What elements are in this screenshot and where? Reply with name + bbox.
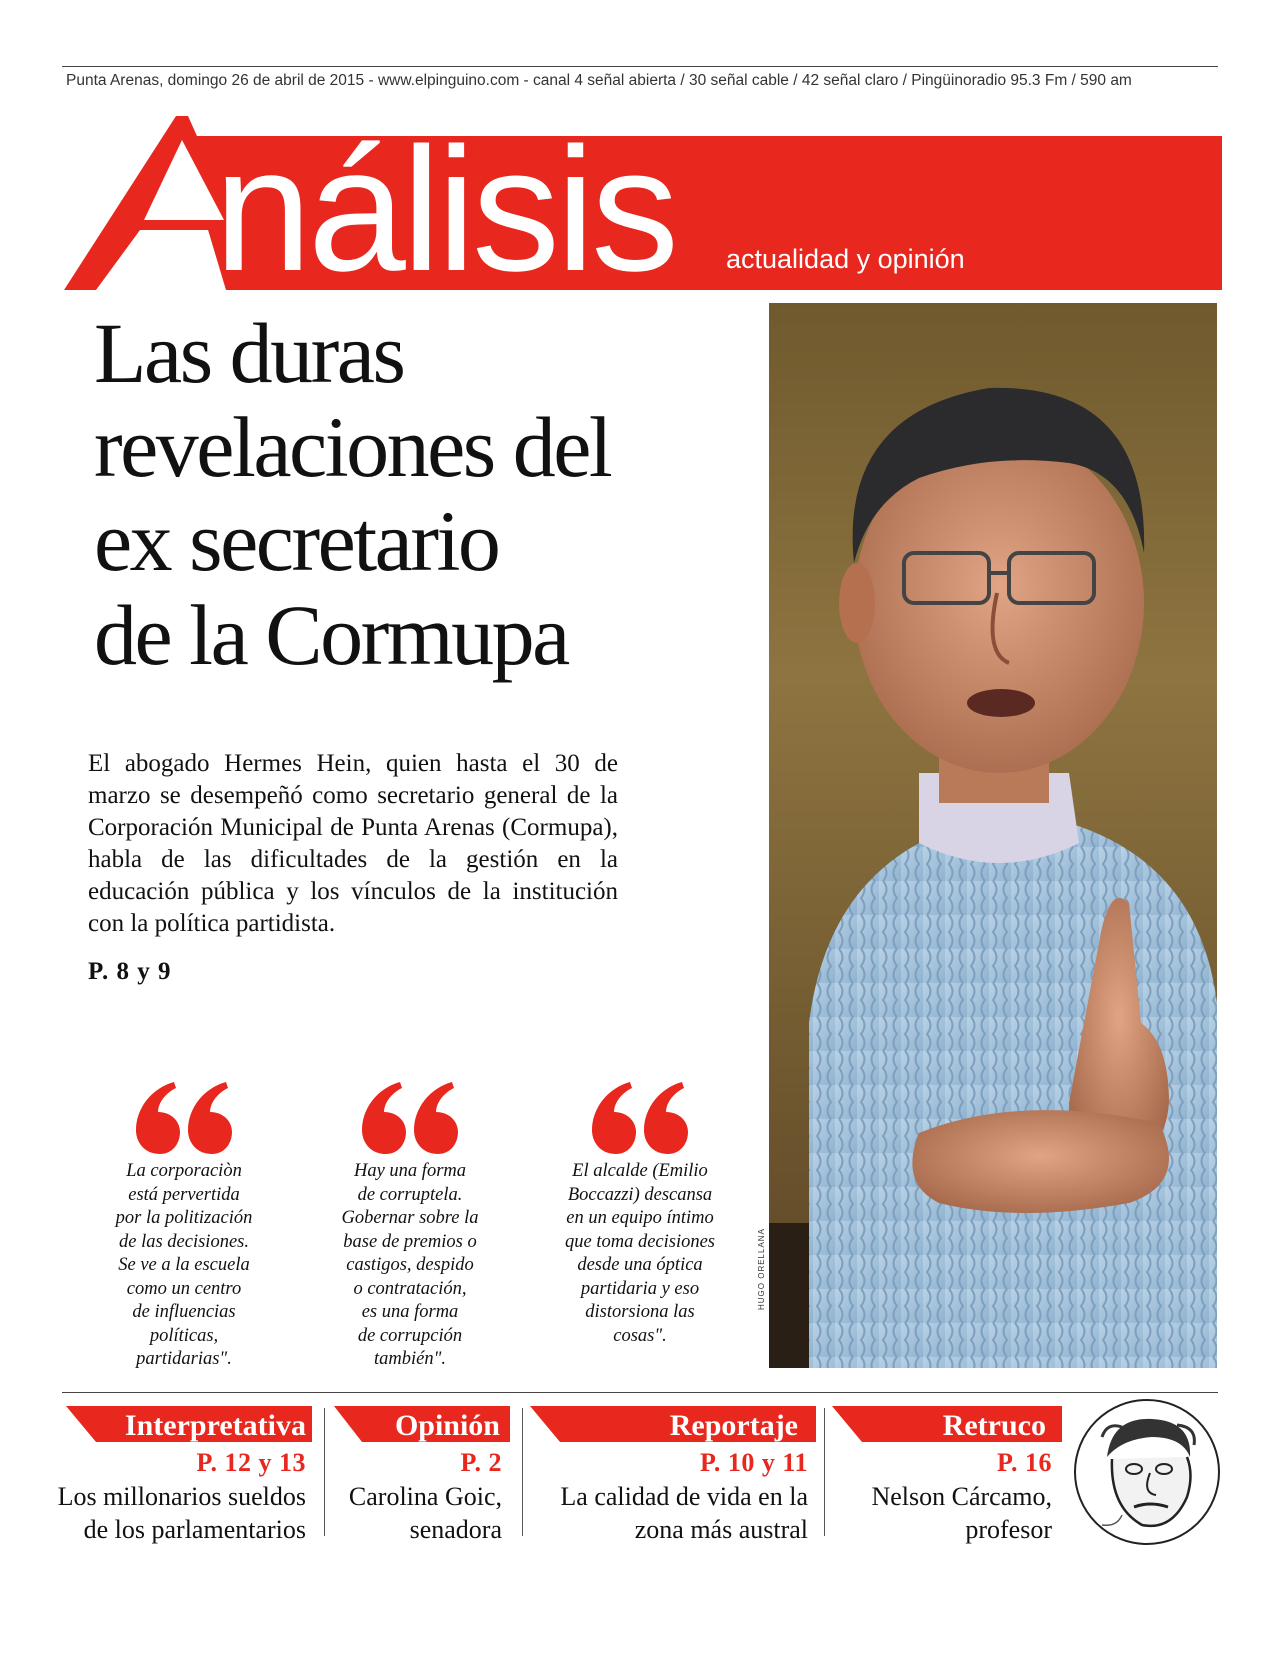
quote-line: por la politización [115,1208,253,1228]
quote-line: partidarias". [136,1349,232,1369]
desc-line: Carolina Goic, [348,1482,502,1511]
desc-line: senadora [409,1515,502,1544]
quote-line: partidaria y eso [580,1278,700,1299]
caricature-icon [1072,1397,1222,1547]
headline-line: ex secretario [94,493,499,589]
page-reference: P. 8 y 9 [88,958,172,985]
section-label: Opinión [394,1409,500,1442]
section-label: Interpretativa [124,1409,306,1442]
section-description [302,1480,502,1546]
quote-line: El alcalde (Emilio [572,1161,708,1181]
portrait-illustration [769,303,1217,1368]
section-page: P. 2 [460,1448,502,1477]
quote-mark-icon [592,1080,688,1154]
section-page: P. 16 [997,1448,1052,1477]
section-description [822,1480,1052,1546]
desc-line: Los millonarios sueldos [57,1482,306,1511]
quote-line: distorsiona las [585,1302,695,1322]
quote-line: como un centro [126,1278,242,1299]
quote-line: desde una óptica [577,1255,703,1275]
quote-line: Se ve a la escuela [118,1255,250,1275]
top-rule [62,66,1218,67]
quote-line: base de premios o [343,1231,477,1252]
masthead-title: nálisis [214,112,676,308]
pull-quote-3 [535,1080,745,1348]
quote-line: está pervertida [128,1184,240,1205]
photo-credit: HUGO ORELLANA [757,1228,766,1310]
pull-quote-2 [310,1080,510,1372]
quote-line: es una forma [361,1302,459,1322]
quote-line: de influencias [132,1302,236,1322]
quote-line: Hay una forma [353,1161,467,1181]
quote-mark-icon [362,1080,458,1154]
section-label: Reportaje [669,1409,798,1442]
section-label: Retruco [942,1409,1046,1442]
desc-line: de los parlamentarios [83,1515,306,1544]
section-description [6,1480,306,1546]
desc-line: La calidad de vida en la [560,1482,808,1511]
headline-line: revelaciones del [94,399,611,495]
section-page: P. 12 y 13 [196,1448,306,1477]
quote-line: en un equipo íntimo [566,1208,714,1228]
quote-line: La corporaciòn [126,1161,242,1181]
interview-photo [769,303,1217,1368]
quote-mark-icon [136,1080,232,1154]
quote-line: Boccazzi) descansa [567,1184,713,1205]
lede-paragraph: El abogado Hermes Hein, quien hasta el 30 de marzo se desempeñó como secretario general de la Corporación Municipal de Punta Arenas (Cormupa), habla de las dificultades de la gestión en la educación pública y los vínculos de la institución con la política partidista. [88,750,618,937]
quote-line: que toma decisiones [564,1231,716,1252]
quote-line: también". [374,1349,446,1369]
dateline: Punta Arenas, domingo 26 de abril de 2015 - www.elpinguino.com - canal 4 señal abierta / 30 señal cable / 42 señal claro / Pingüinoradio 95.3 Fm / 590 am [66,72,1132,89]
bottom-rule [62,1392,1218,1393]
desc-line: Nelson Cárcamo, [871,1482,1052,1511]
edition-number: Edición Nº 254 [900,114,1046,139]
headline-line: de la Cormupa [94,587,568,683]
section-page: P. 10 y 11 [699,1448,808,1477]
masthead-graphic [0,0,1280,320]
main-headline [94,306,754,682]
quote-line: políticas, [149,1325,219,1346]
quote-line: cosas". [613,1325,667,1346]
masthead-tagline: actualidad y opinión [726,244,965,274]
quote-line: de corrupción [357,1325,463,1346]
quote-line: o contratación, [353,1278,467,1299]
brand-logo: EL PINGUINO [1063,115,1196,137]
quote-line: castigos, despido [346,1255,474,1275]
pull-quote-1 [84,1080,284,1372]
quote-line: Gobernar sobre la [341,1208,479,1228]
desc-line: profesor [965,1515,1052,1544]
quote-line: de corruptela. [357,1184,463,1205]
desc-line: zona más austral [634,1515,808,1544]
masthead [0,0,1280,320]
section-description [508,1480,808,1546]
headline-line: Las duras [94,305,404,401]
quote-line: de las decisiones. [119,1231,249,1252]
